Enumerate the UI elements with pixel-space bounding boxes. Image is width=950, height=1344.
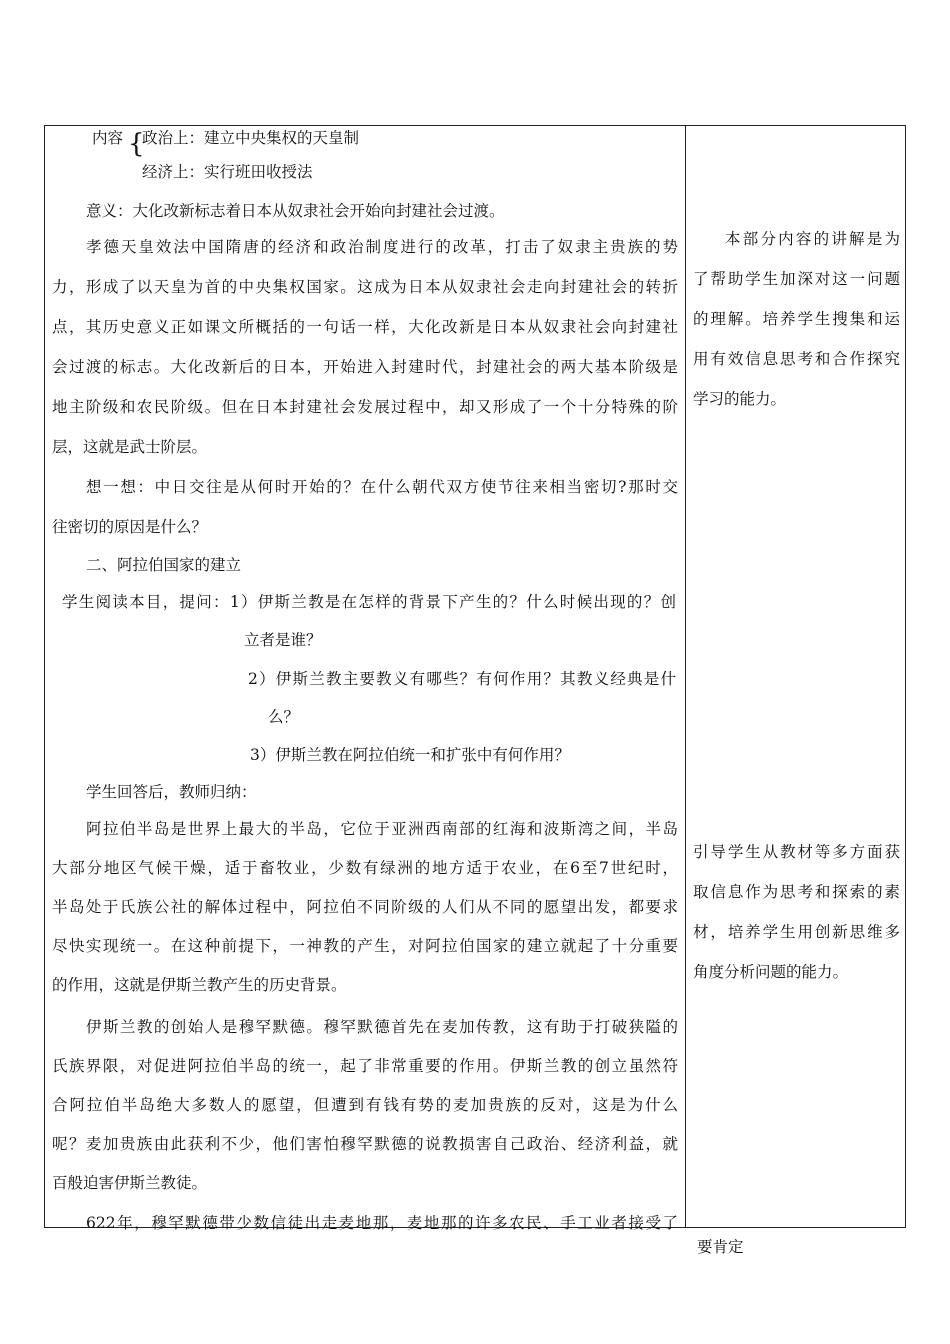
brace-glyph: { <box>128 129 145 159</box>
section-heading: 二、阿拉伯国家的建立 <box>86 556 242 574</box>
teaching-notes-cell <box>693 126 900 1226</box>
note-line: 本部分内容的讲解是为 <box>725 230 900 248</box>
content-economic: 经济上：实行班田收授法 <box>142 163 313 181</box>
paragraph-line: 孝德天皇效法中国隋唐的经济和政治制度进行的改革，打击了奴隶主贵族的势 <box>86 238 678 256</box>
paragraph-line: 大部分地区气候干燥，适于畜牧业，少数有绿洲的地方适于农业，在6至7世纪时， <box>52 859 678 877</box>
paragraph-line: 百般迫害伊斯兰教徒。 <box>52 1174 208 1192</box>
think-line: 往密切的原因是什么？ <box>52 518 208 536</box>
paragraph-line: 伊斯兰教的创始人是穆罕默德。穆罕默德首先在麦加传教，这有助于打破狭隘的 <box>86 1018 678 1036</box>
paragraph-line: 半岛处于氏族公社的解体过程中，阿拉伯不同阶级的人们从不同的愿望出发，都要求 <box>52 898 678 916</box>
question-2: 2）伊斯兰教主要教义有哪些？有何作用？其教义经典是什 <box>248 670 676 688</box>
question-intro: 学生阅读本目，提问：1）伊斯兰教是在怎样的背景下产生的？什么时候出现的？创 <box>62 593 676 611</box>
column-divider <box>685 125 686 1228</box>
paragraph-line: 尽快实现统一。在这种前提下，一神教的产生，对阿拉伯国家的建立就起了十分重要 <box>52 937 678 955</box>
note-line: 了帮助学生加深对这一问题 <box>693 270 900 288</box>
question-3: 3）伊斯兰教在阿拉伯统一和扩张中有何作用？ <box>250 746 570 764</box>
note-line: 取信息作为思考和探索的素 <box>693 883 900 901</box>
paragraph-line: 622年，穆罕默德带少数信徒出走麦地那，麦地那的许多农民、手工业者接受了 <box>86 1214 678 1232</box>
content-label: 内容 <box>92 129 124 147</box>
content-political: 政治上：建立中央集权的天皇制 <box>142 129 360 147</box>
question-1-continued: 立者是谁？ <box>244 631 322 649</box>
paragraph-line: 层，这就是武士阶层。 <box>52 438 208 456</box>
paragraph-line: 阿拉伯半岛是世界上最大的半岛，它位于亚洲西南部的红海和波斯湾之间，半岛 <box>86 820 678 838</box>
paragraph-line: 氏族界限，对促进阿拉伯半岛的统一，起了非常重要的作用。伊斯兰教的创立虽然符 <box>52 1057 678 1075</box>
paragraph-line: 合阿拉伯半岛绝大多数人的愿望，但遭到有钱有势的麦加贵族的反对，这是为什么 <box>52 1096 678 1114</box>
paragraph-line: 呢？麦加贵族由此获利不少，他们害怕穆罕默德的说教损害自己政治、经济利益，就 <box>52 1135 678 1153</box>
think-line: 想一想：中日交往是从何时开始的？在什么朝代双方使节往来相当密切?那时交 <box>86 478 678 496</box>
note-line: 的理解。培养学生搜集和运 <box>693 310 900 328</box>
paragraph-line: 地主阶级和农民阶级。但在日本封建社会发展过程中，却又形成了一个十分特殊的阶 <box>52 398 678 416</box>
note-line: 学习的能力。 <box>693 390 787 408</box>
paragraph-line: 力，形成了以天皇为首的中央集权国家。这成为日本从奴隶社会走向封建社会的转折 <box>52 278 678 296</box>
note-line: 引导学生从教材等多方面获 <box>693 843 900 861</box>
note-line: 用有效信息思考和合作探究 <box>693 350 900 368</box>
answer-intro: 学生回答后，教师归纳： <box>86 783 257 801</box>
note-line: 材，培养学生用创新思维多 <box>693 923 900 941</box>
paragraph-line: 会过渡的标志。大化改新后的日本，开始进入封建时代，封建社会的两大基本阶级是 <box>52 358 678 376</box>
paragraph-line: 点，其历史意义正如课文所概括的一句话一样，大化改新是日本从奴隶社会向封建社 <box>52 318 678 336</box>
overflow-note: 要肯定 <box>697 1238 744 1256</box>
question-2-continued: 么？ <box>268 708 300 726</box>
significance-line: 意义：大化改新标志着日本从奴隶社会开始向封建社会过渡。 <box>86 202 505 220</box>
note-line: 角度分析问题的能力。 <box>693 963 849 981</box>
paragraph-line: 的作用，这就是伊斯兰教产生的历史背景。 <box>52 976 347 994</box>
lesson-content-cell <box>52 126 678 1246</box>
